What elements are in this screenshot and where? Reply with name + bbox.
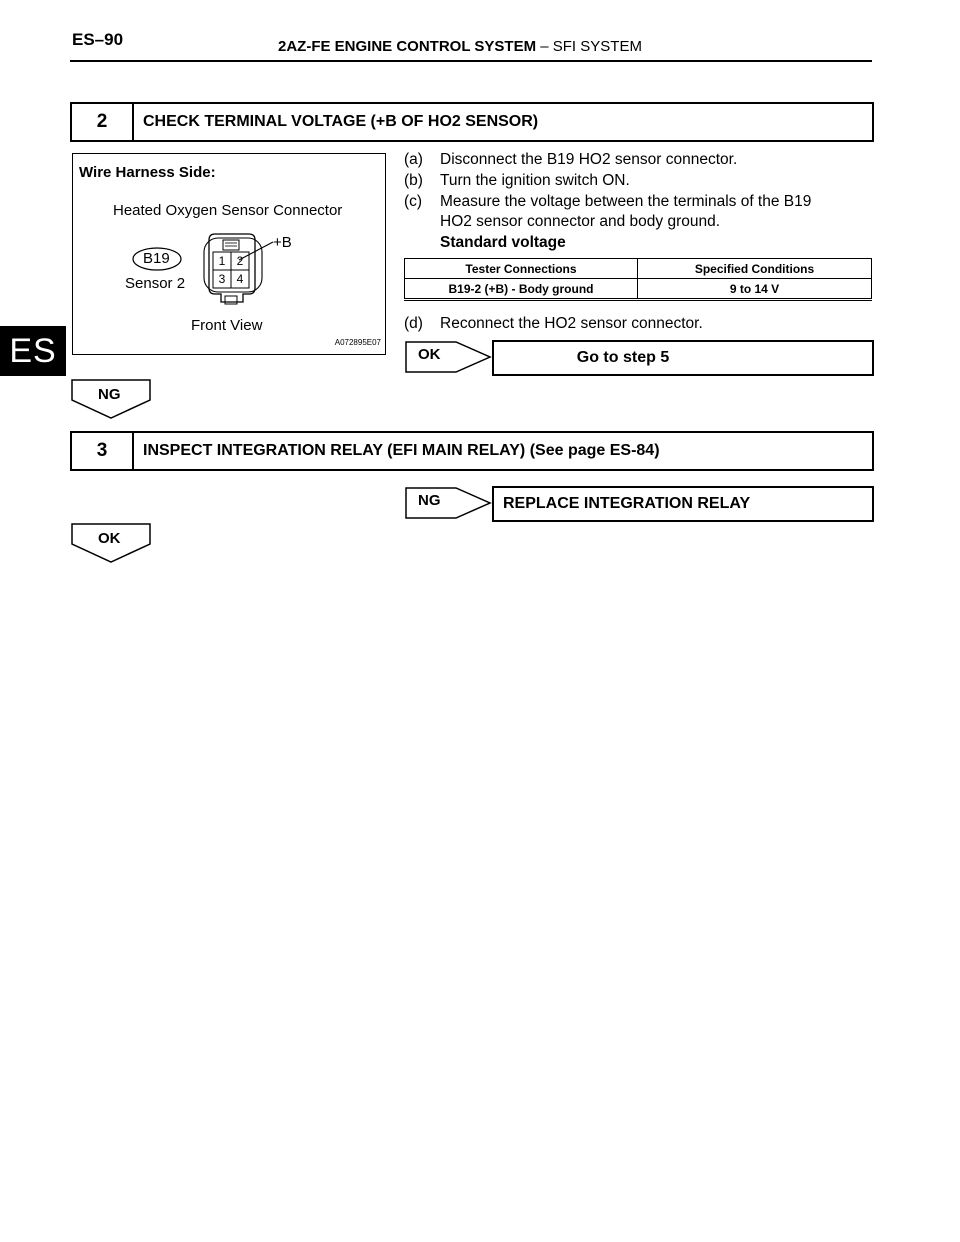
standard-voltage-heading: Standard voltage	[440, 234, 566, 251]
step-b	[404, 171, 630, 191]
table-row	[405, 279, 872, 300]
header-title	[278, 38, 642, 55]
connector-key	[225, 296, 237, 304]
step-c	[404, 192, 811, 212]
step-3-title: INSPECT INTEGRATION RELAY (EFI MAIN RELAY) (See page ES-84)	[143, 442, 660, 459]
step-c-marker: (c)	[404, 193, 423, 210]
ok-result-box	[492, 340, 874, 376]
header-title-bold: 2AZ-FE ENGINE CONTROL SYSTEM	[278, 38, 537, 55]
step-2-number: 2	[72, 104, 134, 140]
connector-latch	[223, 240, 239, 250]
ng-arrow-label: NG	[418, 492, 441, 509]
ng-result-box	[492, 486, 874, 522]
spec-table	[404, 258, 872, 301]
spec-header-tester: Tester Connections	[405, 259, 638, 279]
pin-4: 4	[236, 272, 244, 286]
connector-figure	[72, 153, 386, 355]
spec-cell-connection: B19-2 (+B) - Body ground	[405, 279, 638, 300]
step-a-text: Disconnect the B19 HO2 sensor connector.	[440, 151, 738, 168]
step-2-box	[70, 102, 874, 142]
ng-down-label: NG	[98, 386, 121, 403]
view-label: Front View	[191, 317, 263, 334]
step-3-number: 3	[72, 433, 134, 469]
page-id: ES–90	[72, 30, 124, 49]
header-title-rest: – SFI SYSTEM	[540, 38, 642, 55]
step-a-marker: (a)	[404, 151, 423, 168]
step-b-text: Turn the ignition switch ON.	[440, 172, 630, 189]
step-b-marker: (b)	[404, 172, 423, 189]
terminal-label: +B	[273, 234, 292, 251]
figure-caption: Heated Oxygen Sensor Connector	[113, 202, 343, 219]
step-d	[404, 314, 703, 334]
ok-result-text: Go to step 5	[576, 349, 670, 366]
sensor-label: Sensor 2	[125, 275, 186, 292]
connector-code: B19	[143, 250, 170, 267]
step-c-line1: Measure the voltage between the terminals of the B19	[440, 193, 812, 210]
pin-2: 2	[236, 254, 244, 268]
spec-header-conditions: Specified Conditions	[638, 259, 872, 279]
step-d-text: Reconnect the HO2 sensor connector.	[440, 315, 703, 332]
pin-1: 1	[218, 254, 226, 268]
step-a	[404, 150, 737, 170]
section-tab: ES	[0, 326, 66, 376]
step-3-box	[70, 431, 874, 471]
header-rule	[70, 60, 872, 62]
step-d-marker: (d)	[404, 315, 423, 332]
ok-down-label: OK	[98, 530, 121, 547]
pin-3: 3	[218, 272, 226, 286]
step-2-title: CHECK TERMINAL VOLTAGE (+B OF HO2 SENSOR)	[143, 113, 539, 130]
spec-table-header-row	[405, 259, 872, 279]
ng-result-text: REPLACE INTEGRATION RELAY	[503, 495, 751, 512]
figure-ref-code: A072895E07	[334, 338, 381, 347]
ok-arrow-label: OK	[418, 346, 441, 363]
step-c-line2: HO2 sensor connector and body ground.	[440, 213, 721, 230]
figure-heading: Wire Harness Side:	[79, 164, 216, 181]
spec-cell-value: 9 to 14 V	[638, 279, 872, 300]
